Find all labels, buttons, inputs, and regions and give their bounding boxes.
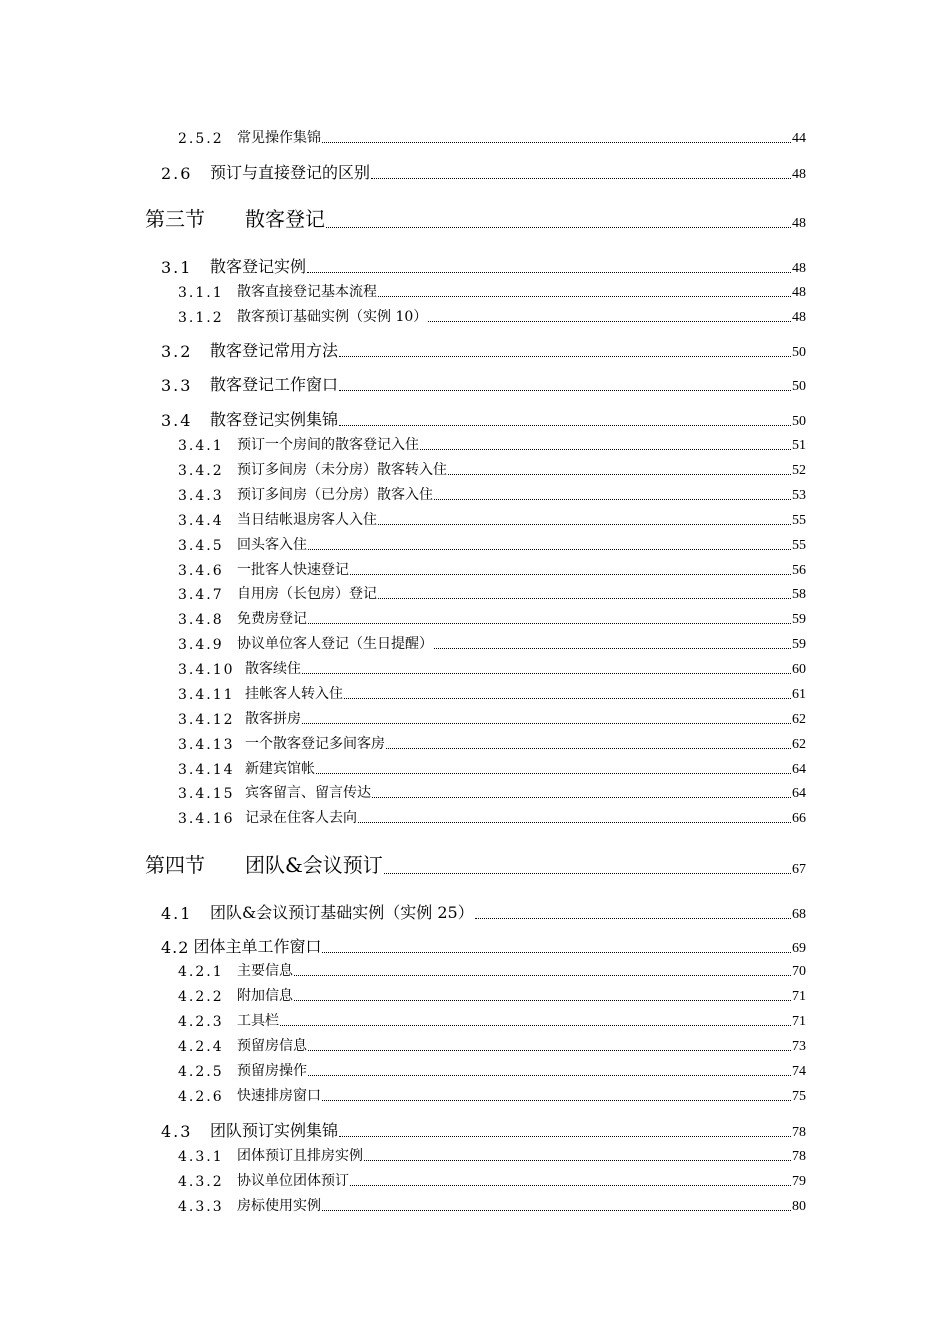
toc-entry-page: 78 <box>792 1125 806 1140</box>
toc-entry-title: 挂帐客人转入住 <box>245 686 343 702</box>
toc-entry-number: 3.4.12 <box>178 712 235 728</box>
dot-leader <box>372 797 791 798</box>
toc-entry-4-3-3[interactable] <box>178 1195 806 1215</box>
toc-entry-3-4-6[interactable] <box>178 559 806 579</box>
toc-entry-page: 48 <box>792 167 806 182</box>
toc-entry-4-2[interactable] <box>161 935 806 957</box>
toc-entry-page: 75 <box>792 1089 806 1104</box>
toc-entry-3-4-13[interactable] <box>178 733 806 753</box>
toc-entry-3-4-12[interactable] <box>178 708 806 728</box>
toc-entry-title: 散客登记实例集锦 <box>210 410 339 429</box>
toc-entry-page: 62 <box>792 712 806 727</box>
toc-entry-4-2-1[interactable] <box>178 960 806 980</box>
dot-leader <box>448 474 791 475</box>
toc-entry-page: 55 <box>792 538 806 553</box>
toc-entry-3-1-1[interactable] <box>178 281 806 301</box>
dot-leader <box>428 321 791 322</box>
dot-leader <box>322 1210 791 1211</box>
toc-entry-number: 3.3 <box>161 376 193 395</box>
toc-entry-section-3[interactable] <box>145 206 806 232</box>
toc-entry-number: 3.4 <box>161 411 193 430</box>
toc-entry-4-1[interactable] <box>161 901 806 923</box>
toc-entry-4-3-1[interactable] <box>178 1145 806 1165</box>
toc-entry-title: 一批客人快速登记 <box>237 562 349 578</box>
toc-entry-title: 免费房登记 <box>237 611 307 627</box>
toc-entry-page: 50 <box>792 379 806 394</box>
dot-leader <box>344 698 791 699</box>
toc-entry-title: 预订与直接登记的区别 <box>210 163 371 182</box>
dot-leader <box>294 1000 791 1001</box>
dot-leader <box>307 272 791 273</box>
toc-entry-number: 3.1 <box>161 258 193 277</box>
dot-leader <box>308 1075 791 1076</box>
toc-entry-title: 一个散客登记多间客房 <box>245 736 385 752</box>
toc-entry-page: 50 <box>792 345 806 360</box>
toc-entry-page: 58 <box>792 587 806 602</box>
toc-entry-number: 第三节 <box>145 207 205 231</box>
toc-entry-3-4-5[interactable] <box>178 534 806 554</box>
toc-entry-title: 房标使用实例 <box>237 1198 321 1214</box>
dot-leader <box>384 873 791 874</box>
dot-leader <box>280 1025 791 1026</box>
toc-entry-title: 散客登记工作窗口 <box>210 375 339 394</box>
toc-entry-page: 80 <box>792 1199 806 1214</box>
toc-entry-3-4-10[interactable] <box>178 658 806 678</box>
toc-entry-title: 预订多间房（未分房）散客转入住 <box>237 462 447 478</box>
toc-entry-page: 48 <box>792 216 806 231</box>
toc-entry-number: 3.4.11 <box>178 687 235 703</box>
dot-leader <box>364 1160 791 1161</box>
toc-entry-page: 48 <box>792 285 806 300</box>
toc-entry-number: 4.3 <box>161 1122 193 1141</box>
toc-entry-page: 61 <box>792 687 806 702</box>
toc-entry-number: 4.2.4 <box>178 1039 224 1055</box>
toc-entry-number: 3.4.1 <box>178 438 224 454</box>
toc-entry-4-3-2[interactable] <box>178 1170 806 1190</box>
toc-entry-title: 主要信息 <box>237 963 293 979</box>
dot-leader <box>322 1100 791 1101</box>
toc-entry-page: 62 <box>792 737 806 752</box>
toc-entry-3-4-1[interactable] <box>178 434 806 454</box>
dot-leader <box>322 952 791 953</box>
toc-entry-page: 79 <box>792 1174 806 1189</box>
toc-entry-page: 64 <box>792 786 806 801</box>
toc-entry-page: 48 <box>792 310 806 325</box>
dot-leader <box>420 449 791 450</box>
dot-leader <box>386 748 791 749</box>
toc-entry-title: 自用房（长包房）登记 <box>237 586 377 602</box>
toc-entry-3-4-8[interactable] <box>178 608 806 628</box>
toc-entry-title: 快速排房窗口 <box>237 1088 321 1104</box>
toc-entry-title: 散客直接登记基本流程 <box>237 284 377 300</box>
toc-entry-title: 宾客留言、留言传达 <box>245 785 371 801</box>
toc-entry-number: 2.5.2 <box>178 131 224 147</box>
toc-entry-title: 团体预订且排房实例 <box>237 1148 363 1164</box>
toc-entry-3-1-2[interactable] <box>178 306 806 326</box>
toc-entry-section-4[interactable] <box>145 852 806 878</box>
toc-entry-page: 48 <box>792 261 806 276</box>
toc-entry-page: 70 <box>792 964 806 979</box>
toc-entry-page: 71 <box>792 1014 806 1029</box>
toc-entry-title: 散客登记常用方法 <box>210 341 339 360</box>
toc-entry-number: 3.4.4 <box>178 513 224 529</box>
toc-entry-number: 3.1.1 <box>178 285 224 301</box>
toc-entry-title: 预订多间房（已分房）散客入住 <box>237 487 433 503</box>
toc-entry-3-2[interactable] <box>161 339 806 361</box>
toc-entry-number: 3.1.2 <box>178 310 224 326</box>
toc-entry-number: 3.4.2 <box>178 463 224 479</box>
toc-entry-page: 60 <box>792 662 806 677</box>
dot-leader <box>294 975 791 976</box>
dot-leader <box>316 773 791 774</box>
dot-leader <box>475 918 791 919</box>
toc-entry-3-4[interactable] <box>161 408 806 430</box>
toc-entry-number: 4.2.5 <box>178 1064 224 1080</box>
toc-entry-number: 4.1 <box>161 904 193 923</box>
dot-leader <box>339 390 791 391</box>
toc-entry-3-4-9[interactable] <box>178 633 806 653</box>
toc-entry-title: 协议单位客人登记（生日提醒） <box>237 636 433 652</box>
toc-entry-3-4-4[interactable] <box>178 509 806 529</box>
toc-entry-4-3[interactable] <box>161 1119 806 1141</box>
toc-entry-page: 51 <box>792 438 806 453</box>
toc-entry-page: 50 <box>792 414 806 429</box>
toc-entry-title: 附加信息 <box>237 988 293 1004</box>
toc-entry-title: 团队&会议预订 <box>245 853 383 877</box>
toc-entry-number: 4.2.1 <box>178 964 224 980</box>
toc-entry-number: 3.4.8 <box>178 612 224 628</box>
toc-entry-number: 2.6 <box>161 164 193 183</box>
toc-entry-number: 4.2.2 <box>178 989 224 1005</box>
toc-entry-4-2-5[interactable] <box>178 1060 806 1080</box>
dot-leader <box>339 425 791 426</box>
toc-entry-title: 散客预订基础实例（实例 10） <box>237 309 428 325</box>
toc-entry-3-4-2[interactable] <box>178 459 806 479</box>
dot-leader <box>302 723 791 724</box>
toc-entry-title: 散客续住 <box>245 661 301 677</box>
toc-entry-number: 4.2 <box>161 938 190 957</box>
toc-entry-page: 69 <box>792 941 806 956</box>
toc-entry-number: 4.3.1 <box>178 1149 224 1165</box>
dot-leader <box>371 178 791 179</box>
toc-entry-title: 预留房信息 <box>237 1038 307 1054</box>
toc-entry-title: 团队预订实例集锦 <box>210 1121 339 1140</box>
toc-entry-number: 3.4.3 <box>178 488 224 504</box>
toc-entry-title: 协议单位团体预订 <box>237 1173 349 1189</box>
toc-entry-4-2-6[interactable] <box>178 1085 806 1105</box>
toc-entry-page: 44 <box>792 131 806 146</box>
dot-leader <box>350 1185 791 1186</box>
dot-leader <box>322 142 791 143</box>
dot-leader <box>434 648 791 649</box>
toc-entry-title: 常见操作集锦 <box>237 130 321 146</box>
toc-entry-title: 散客登记 <box>245 207 325 231</box>
toc-entry-3-4-11[interactable] <box>178 683 806 703</box>
toc-entry-title: 散客拼房 <box>245 711 301 727</box>
dot-leader <box>308 1050 791 1051</box>
dot-leader <box>326 227 791 228</box>
toc-entry-page: 67 <box>792 862 806 877</box>
toc-entry-page: 66 <box>792 811 806 826</box>
toc-entry-3-4-3[interactable] <box>178 484 806 504</box>
dot-leader <box>339 1136 791 1137</box>
toc-entry-number: 3.4.14 <box>178 762 235 778</box>
toc-entry-number: 4.2.6 <box>178 1089 224 1105</box>
toc-entry-title: 当日结帐退房客人入住 <box>237 512 377 528</box>
toc-entry-title: 团队&会议预订基础实例（实例 25） <box>210 903 474 922</box>
toc-entry-number: 3.4.10 <box>178 662 235 678</box>
toc-entry-title: 记录在住客人去向 <box>245 810 357 826</box>
dot-leader <box>378 296 791 297</box>
toc-entry-page: 78 <box>792 1149 806 1164</box>
toc-entry-page: 59 <box>792 637 806 652</box>
toc-entry-number: 3.4.16 <box>178 811 235 827</box>
toc-entry-page: 56 <box>792 563 806 578</box>
toc-entry-page: 59 <box>792 612 806 627</box>
toc-entry-page: 74 <box>792 1064 806 1079</box>
toc-entry-title: 散客登记实例 <box>210 257 307 276</box>
toc-entry-page: 52 <box>792 463 806 478</box>
toc-entry-page: 71 <box>792 989 806 1004</box>
toc-entry-4-2-4[interactable] <box>178 1035 806 1055</box>
dot-leader <box>350 574 791 575</box>
toc-entry-title: 团体主单工作窗口 <box>193 937 322 956</box>
toc-entry-3-4-16[interactable] <box>178 807 806 827</box>
toc-entry-3-4-14[interactable] <box>178 758 806 778</box>
dot-leader <box>378 598 791 599</box>
toc-entry-title: 新建宾馆帐 <box>245 761 315 777</box>
toc-entry-3-1[interactable] <box>161 255 806 277</box>
dot-leader <box>339 356 791 357</box>
toc-entry-number: 3.2 <box>161 342 193 361</box>
toc-entry-title: 工具栏 <box>237 1013 279 1029</box>
dot-leader <box>308 549 791 550</box>
dot-leader <box>302 673 791 674</box>
dot-leader <box>308 623 791 624</box>
toc-entry-page: 55 <box>792 513 806 528</box>
toc-entry-3-4-7[interactable] <box>178 583 806 603</box>
toc-entry-title: 回头客入住 <box>237 537 307 553</box>
dot-leader <box>358 822 791 823</box>
toc-entry-title: 预订一个房间的散客登记入住 <box>237 437 419 453</box>
toc-entry-number: 3.4.6 <box>178 563 224 579</box>
toc-entry-4-2-2[interactable] <box>178 985 806 1005</box>
toc-entry-title: 预留房操作 <box>237 1063 307 1079</box>
toc-entry-number: 3.4.5 <box>178 538 224 554</box>
dot-leader <box>434 499 791 500</box>
toc-entry-page: 73 <box>792 1039 806 1054</box>
toc-entry-number: 3.4.13 <box>178 737 235 753</box>
toc-entry-number: 3.4.9 <box>178 637 224 653</box>
toc-entry-number: 3.4.7 <box>178 587 224 603</box>
toc-entry-2-6[interactable] <box>161 161 806 183</box>
toc-entry-number: 4.2.3 <box>178 1014 224 1030</box>
toc-entry-number: 4.3.3 <box>178 1199 224 1215</box>
toc-entry-number: 3.4.15 <box>178 786 235 802</box>
toc-entry-page: 68 <box>792 907 806 922</box>
toc-entry-2-5-2[interactable] <box>178 127 806 147</box>
toc-entry-3-4-15[interactable] <box>178 782 806 802</box>
toc-entry-page: 53 <box>792 488 806 503</box>
toc-entry-number: 第四节 <box>145 853 205 877</box>
toc-entry-3-3[interactable] <box>161 373 806 395</box>
toc-entry-page: 64 <box>792 762 806 777</box>
dot-leader <box>378 524 791 525</box>
toc-entry-4-2-3[interactable] <box>178 1010 806 1030</box>
toc-entry-number: 4.3.2 <box>178 1174 224 1190</box>
